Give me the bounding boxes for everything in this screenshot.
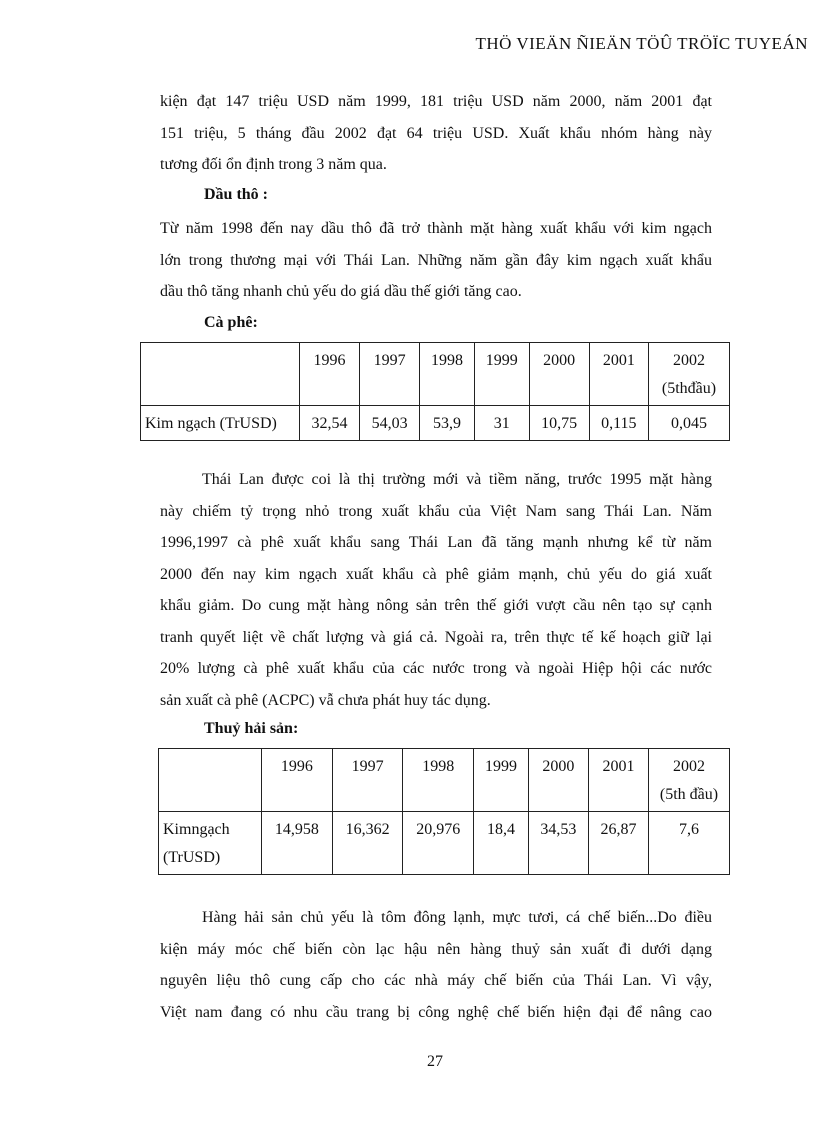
text-line: kiện máy móc chế biến còn lạc hậu nên hàng thuỷ sản xuất đi dưới dạng: [160, 940, 712, 958]
table-cell: 2000: [528, 749, 588, 812]
year-note: (5th đầu): [659, 786, 719, 803]
page-number: 27: [427, 1053, 443, 1070]
heading-seafood: Thuỷ hải sản:: [204, 720, 299, 737]
table-cell: 2001: [589, 343, 648, 406]
table-cell: 1998: [420, 343, 475, 406]
text-line: dầu thô tăng nhanh chủ yếu do giá dầu thế giới tăng cao.: [160, 283, 522, 300]
table-cell: 32,54: [300, 406, 360, 441]
table-cell: 1997: [332, 749, 403, 812]
page-header: THÖ VIEÄN ÑIEÄN TÖÛ TRÖÏC TUYEÁN: [475, 34, 808, 53]
year-note: (5thđầu): [661, 380, 717, 397]
text-line: lớn trong thương mại với Thái Lan. Những năm gần đây kim ngạch xuất khẩu: [160, 251, 712, 269]
table-header-row: [159, 749, 730, 812]
text-line: khẩu giảm. Do cung mặt hàng nông sản trên thế giới vượt cầu nên tạo sự cạnh: [160, 597, 712, 614]
table-cell: 0,115: [589, 406, 648, 441]
year-label: 2002: [673, 352, 705, 369]
text-line: Thái Lan được coi là thị trường mới và tiềm năng, trước 1995 mặt hàng: [202, 471, 712, 488]
text-line: 2000 đến nay kim ngạch xuất khẩu cà phê giảm mạnh, chủ yếu do giá xuất: [160, 565, 712, 583]
table-cell: 1999: [474, 749, 529, 812]
text-line: Việt nam đang có nhu cầu trang bị công nghệ chế biến hiện đại để nâng cao: [160, 1003, 712, 1021]
text-line: 151 triệu, 5 tháng đầu 2002 đạt 64 triệu USD. Xuất khẩu nhóm hàng này: [160, 124, 712, 142]
seafood-table: [158, 748, 730, 875]
table-row: [141, 406, 730, 441]
table-cell: 2000: [529, 343, 589, 406]
heading-coffee: Cà phê:: [204, 314, 258, 331]
text-line: Hàng hải sản chủ yếu là tôm đông lạnh, mực tươi, cá chế biến...Do điều: [202, 909, 712, 926]
text-line: 1996,1997 cà phê xuất khẩu sang Thái Lan đã tăng mạnh nhưng kể từ năm: [160, 534, 712, 551]
table-cell: [141, 343, 300, 406]
table-cell: 18,4: [474, 812, 529, 875]
table-header-row: [141, 343, 730, 406]
table-cell: [649, 749, 730, 812]
table-cell: 1998: [403, 749, 474, 812]
text-line: nguyên liệu thô cung cấp cho các nhà máy chế biến của Thái Lan. Vì vậy,: [160, 972, 712, 989]
table-cell: 53,9: [420, 406, 475, 441]
table-cell: 7,6: [649, 812, 730, 875]
heading-crude-oil: Dầu thô :: [204, 186, 269, 203]
table-cell: 1996: [300, 343, 360, 406]
table-cell: [159, 749, 262, 812]
text-line: tương đối ổn định trong 3 năm qua.: [160, 156, 387, 173]
paragraph-exports-intro: [160, 86, 712, 181]
table-cell: 14,958: [262, 812, 333, 875]
row-label: Kim ngạch (TrUSD): [141, 406, 300, 441]
table-cell: 16,362: [332, 812, 403, 875]
row-label-line: (TrUSD): [163, 849, 221, 866]
table-cell: 20,976: [403, 812, 474, 875]
table-cell: 1999: [474, 343, 529, 406]
text-line: tranh quyết liệt về chất lượng và giá cả. Ngoài ra, trên thực tế kế hoạch giữ lại: [160, 628, 712, 646]
row-label-line: Kimngạch: [163, 821, 230, 838]
table-cell: 0,045: [649, 406, 730, 441]
table-cell: 26,87: [588, 812, 648, 875]
text-line: Từ năm 1998 đến nay dầu thô đã trở thành mặt hàng xuất khẩu với kim ngạch: [160, 220, 712, 237]
table-cell: 1996: [262, 749, 333, 812]
table-cell: 31: [474, 406, 529, 441]
text-line: 20% lượng cà phê xuất khẩu của các nước trong và ngoài Hiệp hội các nước: [160, 660, 712, 677]
table-cell: 2001: [588, 749, 648, 812]
table-cell: 54,03: [360, 406, 420, 441]
table-cell: [649, 343, 730, 406]
row-label: [159, 812, 262, 875]
table-cell: 1997: [360, 343, 420, 406]
table-cell: 10,75: [529, 406, 589, 441]
table-cell: 34,53: [528, 812, 588, 875]
year-label: 2002: [673, 758, 705, 775]
text-line: kiện đạt 147 triệu USD năm 1999, 181 triệu USD năm 2000, năm 2001 đạt: [160, 93, 712, 110]
paragraph-seafood: [160, 902, 712, 1028]
paragraph-coffee: [160, 464, 712, 716]
paragraph-crude-oil: [160, 213, 712, 308]
table-row: [159, 812, 730, 875]
text-line: này chiếm tỷ trọng nhỏ trong xuất khẩu của Việt Nam sang Thái Lan. Năm: [160, 502, 712, 520]
coffee-table: [140, 342, 730, 441]
text-line: sản xuất cà phê (ACPC) vẫ chưa phát huy tác dụng.: [160, 691, 491, 709]
